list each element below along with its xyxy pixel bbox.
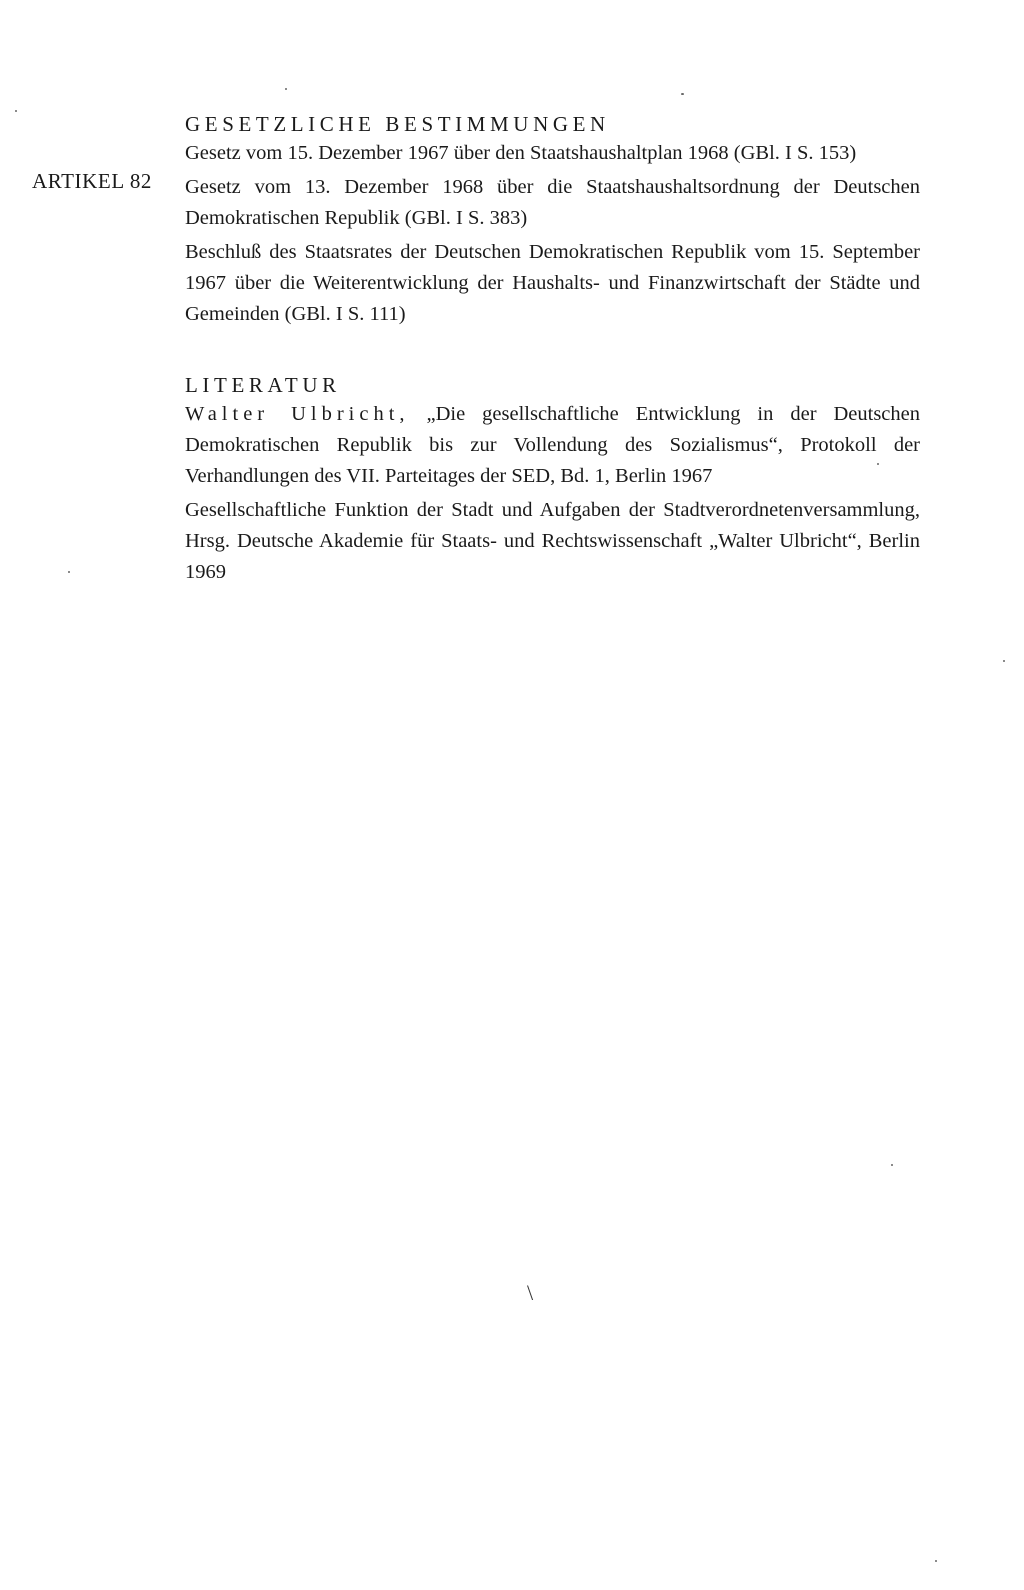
law-entry: Beschluß des Staatsrates der Deutschen Demokratischen Republik vom 15. September 1967 über die Weiterentwicklung der Haushalts- und Finanzwirtschaft der Städte und Gemeinden (GBl. I S. 111) [185, 241, 920, 325]
law-entry: Gesetz vom 15. Dezember 1967 über den Staatshaushaltplan 1968 (GBl. I S. 153) [185, 142, 857, 164]
stray-pen-mark: \ [527, 1280, 534, 1305]
paper-speck [15, 110, 17, 112]
legal-provisions-section [185, 110, 920, 330]
literature-heading: LITERATUR [185, 373, 341, 397]
law-entry: Gesetz vom 13. Dezember 1968 über die Staatshaushaltsordnung der Deutschen Demokratischen Republik (GBl. I S. 383) [185, 176, 920, 229]
paper-speck [877, 463, 879, 465]
paper-speck [68, 571, 70, 573]
paper-speck [891, 1164, 893, 1166]
literature-text: „Die gesellschaftliche Entwicklung in der Deutschen Demokratischen Republik bis zur Vollendung des Sozialismus“, Protokoll der Verhandlungen des VII. Parteitages der SED, Bd. 1, Berlin 1967 [185, 403, 920, 487]
literature-section [185, 371, 920, 588]
literature-entry [185, 399, 920, 492]
paper-speck [1003, 660, 1005, 662]
paper-speck [285, 88, 287, 90]
paper-speck [935, 1560, 937, 1562]
literature-text: Gesellschaftliche Funktion der Stadt und Aufgaben der Stadtverordnetenversammlung, Hrsg. Deutsche Akademie für Staats- und Rechtswissenschaft „Walter Ulbricht“, Berlin 1969 [185, 499, 920, 583]
paper-speck [681, 93, 684, 95]
literature-author: Walter Ulbricht, [185, 403, 410, 425]
article-number: ARTIKEL 82 [32, 169, 153, 193]
literature-entry [185, 495, 920, 588]
legal-provisions-heading: GESETZLICHE BESTIMMUNGEN [185, 112, 610, 136]
